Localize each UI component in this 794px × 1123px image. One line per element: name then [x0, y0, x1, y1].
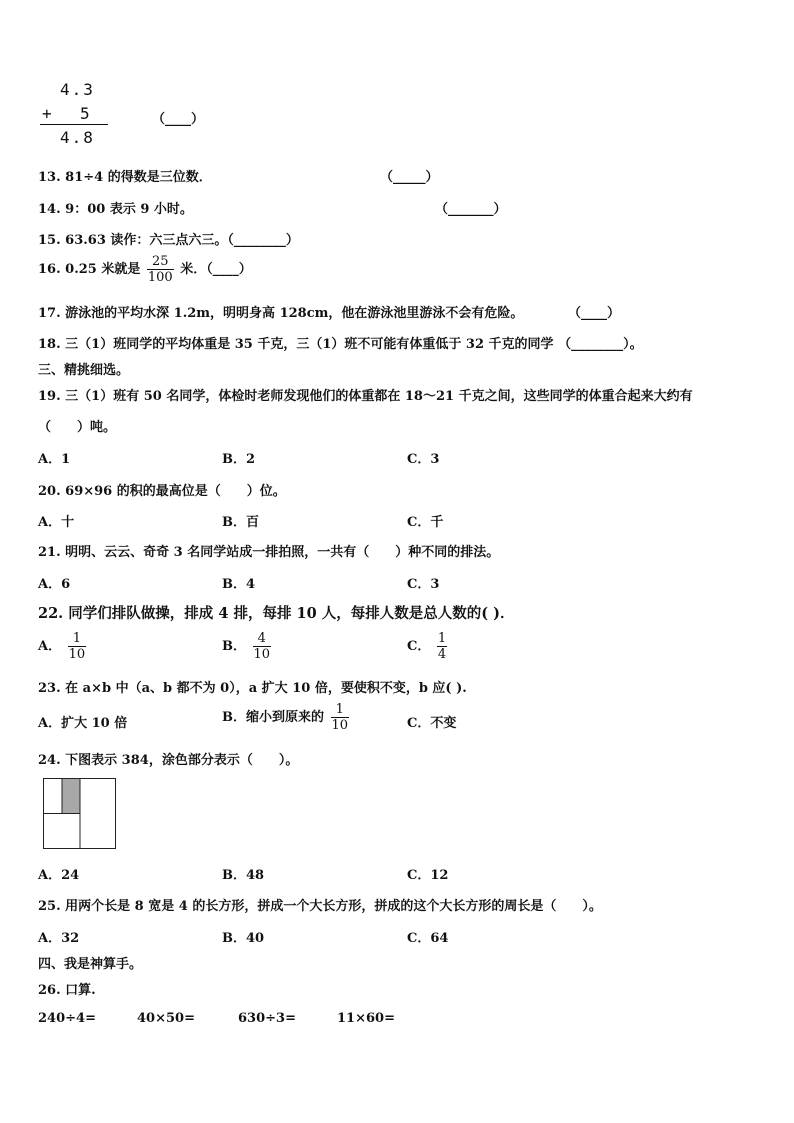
question-number: 21.: [38, 545, 61, 560]
question-18: [38, 333, 643, 352]
option-c[interactable]: C．不变: [407, 716, 457, 731]
option-b[interactable]: [222, 631, 273, 662]
option-label: B．: [222, 639, 246, 654]
question-25: [38, 895, 602, 914]
question-text: 口算.: [65, 983, 96, 998]
oral-calc-item[interactable]: 240÷4=: [38, 1011, 96, 1026]
option-a[interactable]: A．6: [38, 577, 71, 592]
question-text: 明明、云云、奇奇 3 名同学站成一排拍照，一共有（ ）种不同的排法。: [65, 545, 500, 560]
fraction-numerator: 4: [257, 631, 266, 646]
question-text: 三（1）班同学的平均体重是 35 千克，三（1）班不可能有体重低于 32 千克的同学: [65, 337, 554, 352]
fraction-25-100: [147, 254, 174, 285]
fraction-denominator: 4: [437, 647, 447, 662]
option-c[interactable]: C．64: [407, 931, 449, 946]
question-13: [38, 166, 212, 185]
question-number: 25.: [38, 899, 61, 914]
option-b[interactable]: B．2: [222, 452, 256, 467]
option-a[interactable]: A．十: [38, 515, 75, 530]
option-text: B．缩小到原来的: [222, 710, 324, 725]
oral-calc-item[interactable]: 11×60=: [337, 1011, 395, 1026]
section-4-title: 四、我是神算手。: [38, 957, 143, 972]
question-text: 游泳池的平均水深 1.2m，明明身高 128cm，他在游泳池里游泳不会有危险。: [65, 306, 524, 321]
question-14: [38, 198, 193, 217]
option-c[interactable]: C．千: [407, 515, 444, 530]
fraction: [68, 631, 87, 662]
question-number: 20.: [38, 484, 61, 499]
fraction: [253, 631, 272, 662]
answer-blank-17[interactable]: （____）: [568, 306, 621, 321]
section-3-title: 三、精挑细选。: [38, 363, 130, 378]
plus-sign: +: [42, 104, 54, 123]
question-24: [38, 749, 298, 768]
fraction-denominator: 100: [147, 270, 173, 285]
option-a[interactable]: A．扩大 10 倍: [38, 716, 128, 731]
addend-top: 4.3: [60, 80, 95, 99]
question-number: 14.: [38, 202, 61, 217]
question-22: [38, 602, 515, 623]
option-b[interactable]: B．48: [222, 868, 265, 883]
option-c[interactable]: [407, 631, 449, 662]
fraction-numerator: 1: [335, 702, 344, 717]
option-b[interactable]: [222, 702, 351, 733]
oral-calc-item[interactable]: 630÷3=: [238, 1011, 296, 1026]
fraction-denominator: 10: [331, 718, 349, 733]
fraction: [437, 631, 447, 662]
question-number: 26.: [38, 983, 61, 998]
question-16: [38, 254, 252, 285]
question-text: 用两个长是 8 宽是 4 的长方形，拼成一个大长方形，拼成的这个大长方形的周长是（ ）。: [65, 899, 602, 914]
question-text-before: 0.25 米就是: [65, 262, 141, 277]
question-17: [38, 302, 523, 321]
question-number: 19.: [38, 389, 61, 404]
option-c[interactable]: C．3: [407, 577, 440, 592]
option-b[interactable]: B．百: [222, 515, 259, 530]
question-text: 69×96 的积的最高位是（ ）位。: [65, 484, 286, 499]
question-text: 三（1）班有 50 名同学，体检时老师发现他们的体重都在 18～21 千克之间，这些同学的体重合起来大约有: [65, 389, 693, 404]
question-text: 81÷4 的得数是三位数．: [65, 170, 212, 185]
option-a[interactable]: A．1: [38, 452, 71, 467]
option-b[interactable]: B．4: [222, 577, 256, 592]
question-number: 15.: [38, 233, 61, 248]
oral-calc-item[interactable]: 40×50=: [137, 1011, 195, 1026]
fraction-numerator: 25: [152, 254, 169, 269]
fraction-denominator: 10: [253, 647, 271, 662]
option-a[interactable]: A．32: [38, 931, 80, 946]
fraction-numerator: 1: [72, 631, 82, 646]
question-21: [38, 541, 499, 560]
question-text: 9：00 表示 9 小时。: [65, 202, 193, 217]
answer-blank-14[interactable]: （_______）: [435, 202, 507, 217]
question-number: 18.: [38, 337, 61, 352]
option-b[interactable]: B．40: [222, 931, 265, 946]
question-text: 下图表示 384，涂色部分表示（ ）。: [65, 753, 299, 768]
option-a[interactable]: [38, 631, 88, 662]
option-c[interactable]: C．3: [407, 452, 440, 467]
sum-line: [40, 124, 108, 125]
question-number: 24.: [38, 753, 61, 768]
diagram-shaded-part: [62, 779, 80, 814]
sum-result: 4.8: [60, 128, 95, 147]
question-text: 63.63 读作：六三点六三。（________）: [65, 233, 299, 248]
option-label: C．: [407, 639, 431, 654]
option-a[interactable]: A．24: [38, 868, 80, 883]
question-19-line2: （ ）吨。: [38, 420, 117, 435]
question-19-line1: [38, 385, 693, 404]
question-26: [38, 979, 96, 998]
question-number: 22.: [38, 605, 64, 622]
addition-answer-blank[interactable]: （____）: [152, 112, 205, 127]
question-number: 23.: [38, 681, 61, 696]
question-number: 16.: [38, 262, 61, 277]
question-15: [38, 229, 299, 248]
fraction: [331, 702, 350, 733]
fraction-diagram: [43, 778, 117, 850]
question-23: [38, 677, 467, 696]
answer-blank-18[interactable]: （________）。: [558, 337, 643, 352]
option-label: A．: [38, 639, 62, 654]
option-c[interactable]: C．12: [407, 868, 449, 883]
question-text: 同学们排队做操，排成 4 排，每排 10 人，每排人数是总人数的( )．: [68, 605, 515, 622]
question-text-after: 米．（____）: [180, 262, 252, 277]
answer-blank-13[interactable]: （_____）: [380, 170, 439, 185]
question-text: 在 a×b 中（a、b 都不为 0），a 扩大 10 倍，要使积不变，b 应( ).: [65, 681, 467, 696]
question-20: [38, 480, 286, 499]
question-number: 13.: [38, 170, 61, 185]
fraction-denominator: 10: [68, 647, 86, 662]
fraction-numerator: 1: [437, 631, 447, 646]
question-number: 17.: [38, 306, 61, 321]
addend-second: 5: [80, 104, 92, 123]
